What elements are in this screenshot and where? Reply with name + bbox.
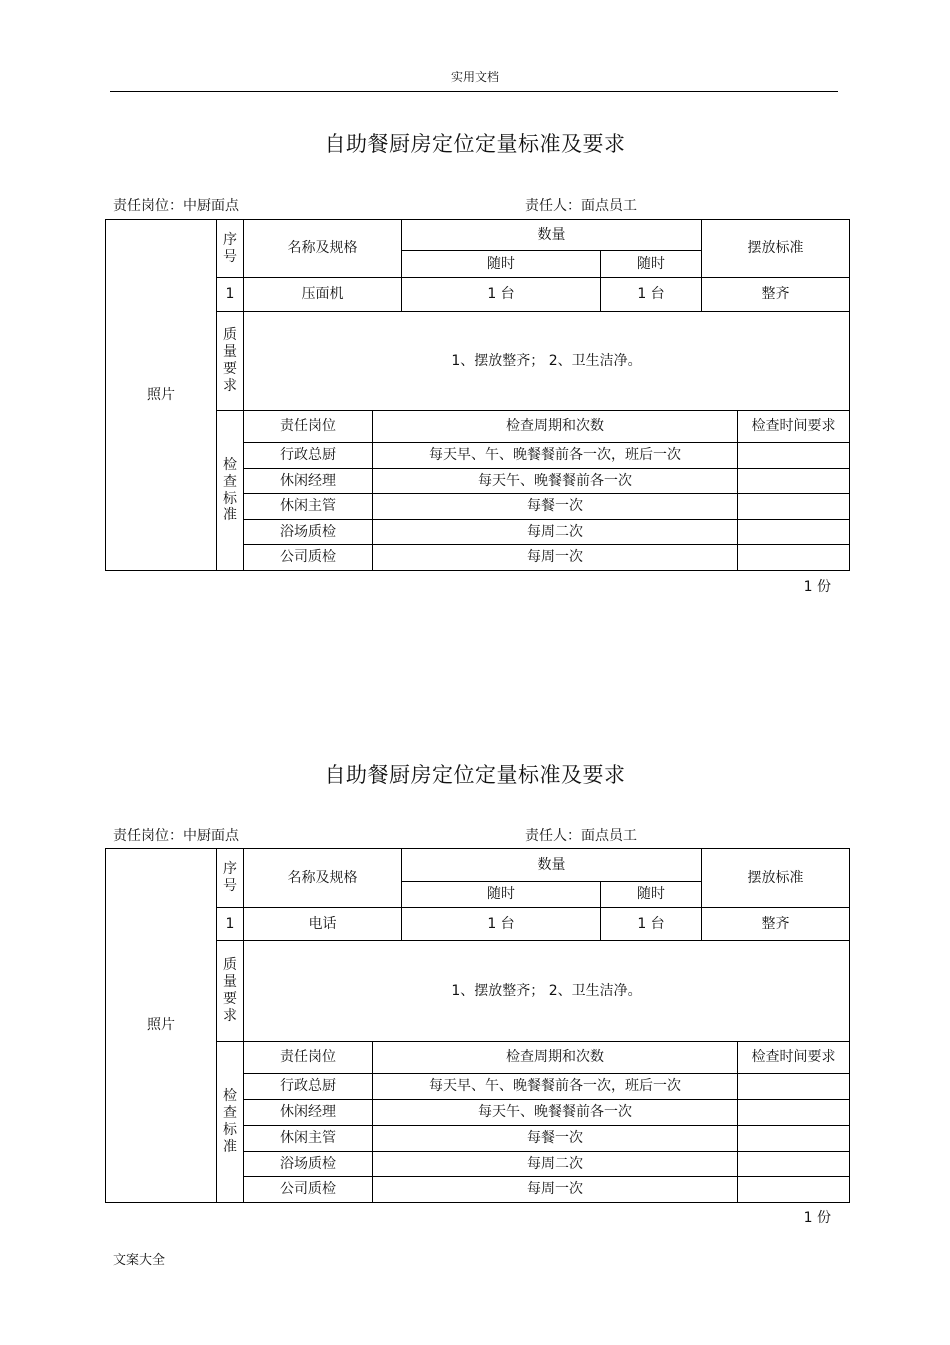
- inspect-post: 休闲经理: [244, 1100, 373, 1126]
- header-quantity-2: 随时: [601, 882, 702, 908]
- item-seq: 1: [217, 908, 244, 941]
- responsible-post: 责任岗位：中厨面点: [113, 828, 239, 844]
- inspect-header-post: 责任岗位: [244, 411, 373, 443]
- standard-table: [105, 219, 850, 571]
- inspect-time: [738, 520, 850, 545]
- inspect-post: 行政总厨: [244, 443, 373, 469]
- page-footer: 文案大全: [113, 1253, 166, 1268]
- responsible-post: 责任岗位：中厨面点: [113, 198, 239, 214]
- inspect-cycle: 每天午、晚餐餐前各一次: [373, 1100, 738, 1126]
- header-seq: 序 号: [217, 220, 244, 278]
- item-name: 压面机: [244, 278, 402, 312]
- inspect-post: 休闲主管: [244, 1126, 373, 1152]
- inspect-time: [738, 1126, 850, 1152]
- header-rule: [110, 91, 838, 92]
- inspect-header-cycle: 检查周期和次数: [373, 411, 738, 443]
- inspect-time: [738, 469, 850, 494]
- form-title: 自助餐厨房定位定量标准及要求: [324, 132, 626, 156]
- quality-text: 1、摆放整齐； 2、卫生洁净。: [244, 941, 850, 1042]
- header-name: 名称及规格: [244, 220, 402, 278]
- inspect-post: 公司质检: [244, 1177, 373, 1203]
- header-quantity: 数量: [402, 220, 702, 251]
- photo-cell: 照片: [106, 849, 217, 1203]
- inspect-cycle: 每天早、午、晚餐餐前各一次，班后一次: [373, 1074, 738, 1100]
- inspect-cycle: 每周二次: [373, 1152, 738, 1177]
- inspect-time: [738, 1152, 850, 1177]
- inspect-label: 检 查 标 准: [217, 1042, 244, 1203]
- header-placement: 摆放标准: [702, 849, 850, 908]
- standard-table: [105, 848, 850, 1203]
- item-seq: 1: [217, 278, 244, 312]
- header-quantity-1: 随时: [402, 882, 601, 908]
- header-seq: 序 号: [217, 849, 244, 908]
- inspect-post: 休闲经理: [244, 469, 373, 494]
- inspect-time: [738, 1074, 850, 1100]
- page-header: 实用文档: [450, 70, 499, 84]
- item-placement: 整齐: [702, 908, 850, 941]
- header-quantity-2: 随时: [601, 251, 702, 278]
- item-quantity-1: 1 台: [402, 908, 601, 941]
- inspect-label: 检 查 标 准: [217, 411, 244, 571]
- inspect-time: [738, 545, 850, 571]
- inspect-header-cycle: 检查周期和次数: [373, 1042, 738, 1074]
- form-title: 自助餐厨房定位定量标准及要求: [324, 763, 626, 787]
- header-name: 名称及规格: [244, 849, 402, 908]
- inspect-cycle: 每餐一次: [373, 1126, 738, 1152]
- responsible-person: 责任人：面点员工: [525, 828, 637, 844]
- header-placement: 摆放标准: [702, 220, 850, 278]
- responsible-person: 责任人：面点员工: [525, 198, 637, 214]
- inspect-post: 休闲主管: [244, 494, 373, 520]
- inspect-header-time: 检查时间要求: [738, 411, 850, 443]
- quality-label: 质 量 要 求: [217, 312, 244, 411]
- inspect-time: [738, 443, 850, 469]
- inspect-cycle: 每周一次: [373, 545, 738, 571]
- item-name: 电话: [244, 908, 402, 941]
- inspect-post: 行政总厨: [244, 1074, 373, 1100]
- header-quantity-1: 随时: [402, 251, 601, 278]
- inspect-cycle: 每餐一次: [373, 494, 738, 520]
- inspect-post: 浴场质检: [244, 1152, 373, 1177]
- inspect-cycle: 每天早、午、晚餐餐前各一次，班后一次: [373, 443, 738, 469]
- copies-count: 1 份: [803, 579, 831, 595]
- inspect-time: [738, 1177, 850, 1203]
- quality-text: 1、摆放整齐； 2、卫生洁净。: [244, 312, 850, 411]
- inspect-post: 浴场质检: [244, 520, 373, 545]
- inspect-time: [738, 1100, 850, 1126]
- inspect-time: [738, 494, 850, 520]
- inspect-cycle: 每周二次: [373, 520, 738, 545]
- photo-cell: 照片: [106, 220, 217, 571]
- item-quantity-2: 1 台: [601, 278, 702, 312]
- inspect-cycle: 每周一次: [373, 1177, 738, 1203]
- item-quantity-1: 1 台: [402, 278, 601, 312]
- quality-label: 质 量 要 求: [217, 941, 244, 1042]
- inspect-header-time: 检查时间要求: [738, 1042, 850, 1074]
- inspect-cycle: 每天午、晚餐餐前各一次: [373, 469, 738, 494]
- inspect-post: 公司质检: [244, 545, 373, 571]
- item-quantity-2: 1 台: [601, 908, 702, 941]
- copies-count: 1 份: [803, 1210, 831, 1226]
- inspect-header-post: 责任岗位: [244, 1042, 373, 1074]
- header-quantity: 数量: [402, 849, 702, 882]
- item-placement: 整齐: [702, 278, 850, 312]
